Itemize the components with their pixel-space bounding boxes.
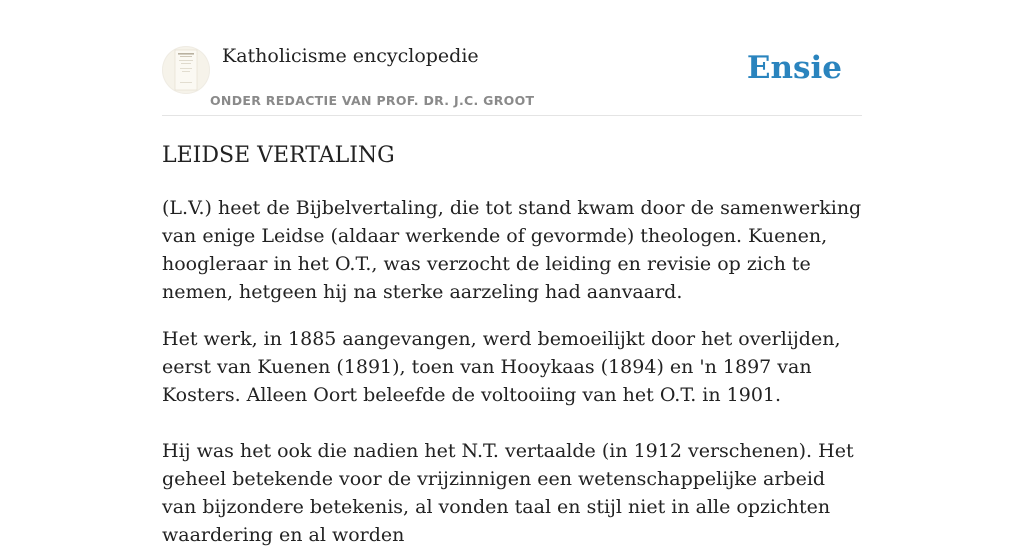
article-paragraph-3: Hij was het ook die nadien het N.T. vertaalde (in 1912 verschenen). Het geheel betekende voor de vrijzinnigen een wetenschappelijke arbeid van bijzondere betekenis, al vonden taal en stijl niet in alle opzichten waardering en al worden: [162, 440, 854, 546]
ensie-logo-link[interactable]: Ensie: [746, 50, 842, 86]
encyclopedia-title[interactable]: Katholicisme encyclopedie: [222, 45, 479, 67]
site-header: [162, 0, 862, 116]
article-title: LEIDSE VERTALING: [162, 143, 395, 168]
article-paragraph-1: (L.V.) heet de Bijbelvertaling, die tot stand kwam door de samenwerking van enige Leidse (aldaar werkende of gevormde) theologen. Kuenen, hoogleraar in het O.T., was verzocht de leiding en revisie op zich te nemen, hetgeen hij na sterke aarzeling had aanvaard.: [162, 197, 862, 303]
article-paragraph-2: Het werk, in 1885 aangevangen, werd bemoeilijkt door het overlijden, eerst van Kuenen (1891), toen van Hooykaas (1894) en 'n 1897 van Kosters. Alleen Oort beleefde de voltooiing van het O.T. in 1901.: [162, 328, 841, 406]
editor-line: ONDER REDACTIE VAN PROF. DR. J.C. GROOT: [210, 93, 535, 108]
content-column: [162, 0, 862, 549]
book-cover-icon[interactable]: [162, 46, 210, 94]
